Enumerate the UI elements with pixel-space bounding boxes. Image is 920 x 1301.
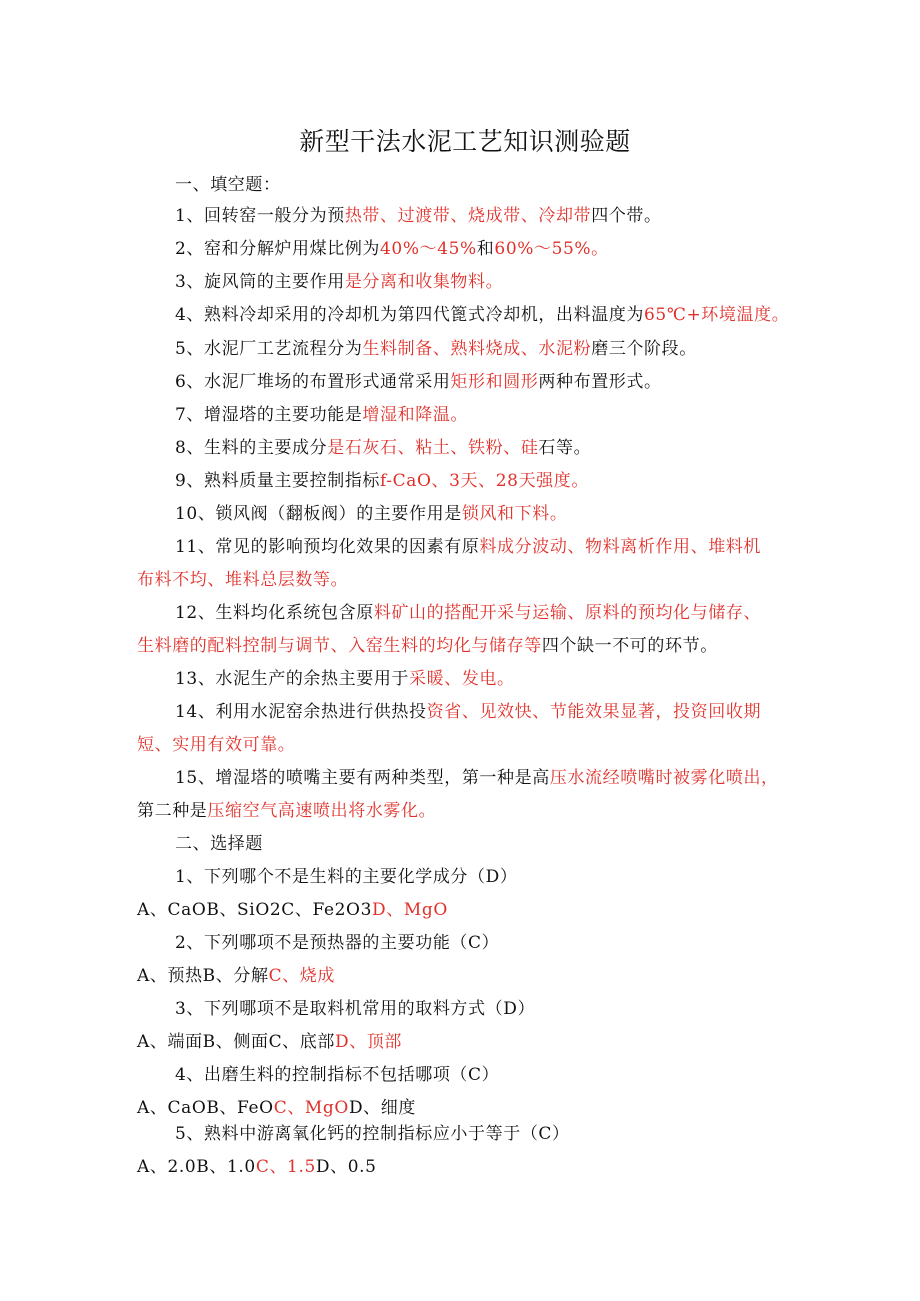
- fill-question-14-cont: 短、实用有效可靠。: [137, 735, 296, 755]
- choice-options-2: A、预热B、分解C、烧成: [137, 966, 335, 986]
- fill-question-7: 7、增湿塔的主要功能是增湿和降温。: [175, 405, 469, 425]
- section-heading-choice: 二、选择题: [175, 834, 263, 854]
- choice-question-3: 3、下列哪项不是取料机常用的取料方式（D）: [175, 999, 536, 1019]
- fill-question-6: 6、水泥厂堆场的布置形式通常采用矩形和圆形两种布置形式。: [175, 372, 662, 392]
- fill-question-1: 1、回转窑一般分为预热带、过渡带、烧成带、冷却带四个带。: [175, 206, 662, 226]
- choice-question-4: 4、出磨生料的控制指标不包括哪项（C）: [175, 1065, 500, 1085]
- choice-question-5: 5、熟料中游离氧化钙的控制指标应小于等于（C）: [175, 1124, 570, 1144]
- fill-question-12: 12、生料均化系统包含原料矿山的搭配开采与运输、原料的预均化与储存、: [175, 603, 762, 623]
- fill-question-10: 10、锁风阀（翻板阀）的主要作用是锁风和下料。: [175, 504, 568, 524]
- choice-options-4: A、CaOB、FeOC、MgOD、细度: [137, 1098, 416, 1118]
- fill-question-11: 11、常见的影响预均化效果的因素有原料成分波动、物料离析作用、堆料机: [175, 537, 762, 557]
- fill-question-3: 3、旋风筒的主要作用是分离和收集物料。: [175, 272, 504, 292]
- fill-question-15: 15、增湿塔的喷嘴主要有两种类型，第一种是高压水流经喷嘴时被雾化喷出，: [175, 768, 779, 788]
- fill-question-9: 9、熟料质量主要控制指标f-CaO、3天、28天强度。: [175, 471, 589, 491]
- fill-question-2: 2、窑和分解炉用煤比例为40%～45%和60%～55%。: [175, 239, 609, 259]
- choice-options-1: A、CaOB、SiO2C、Fe2O3D、MgO: [137, 900, 448, 920]
- choice-question-2: 2、下列哪项不是预热器的主要功能（C）: [175, 933, 500, 953]
- fill-question-5: 5、水泥厂工艺流程分为生料制备、熟料烧成、水泥粉磨三个阶段。: [175, 339, 697, 359]
- fill-question-12-cont: 生料磨的配料控制与调节、入窑生料的均化与储存等四个缺一不可的环节。: [137, 636, 718, 656]
- choice-options-5: A、2.0B、1.0C、1.5D、0.5: [137, 1157, 377, 1177]
- fill-question-11-cont: 布料不均、堆料总层数等。: [137, 570, 349, 590]
- choice-options-3: A、端面B、侧面C、底部D、顶部: [137, 1032, 403, 1052]
- fill-question-15-cont: 第二种是压缩空气高速喷出将水雾化。: [137, 801, 437, 821]
- page-title: 新型干法水泥工艺知识测验题: [299, 127, 631, 156]
- section-heading-fill: 一、填空题：: [175, 175, 281, 195]
- fill-question-13: 13、水泥生产的余热主要用于采暖、发电。: [175, 669, 515, 689]
- fill-question-8: 8、生料的主要成分是石灰石、粘土、铁粉、硅石等。: [175, 438, 592, 458]
- choice-question-1: 1、下列哪个不是生料的主要化学成分（D）: [175, 867, 518, 887]
- fill-question-4: 4、熟料冷却采用的冷却机为第四代篦式冷却机，出料温度为65℃+环境温度。: [175, 305, 790, 325]
- fill-question-14: 14、利用水泥窑余热进行供热投资省、见效快、节能效果显著，投资回收期: [175, 702, 762, 722]
